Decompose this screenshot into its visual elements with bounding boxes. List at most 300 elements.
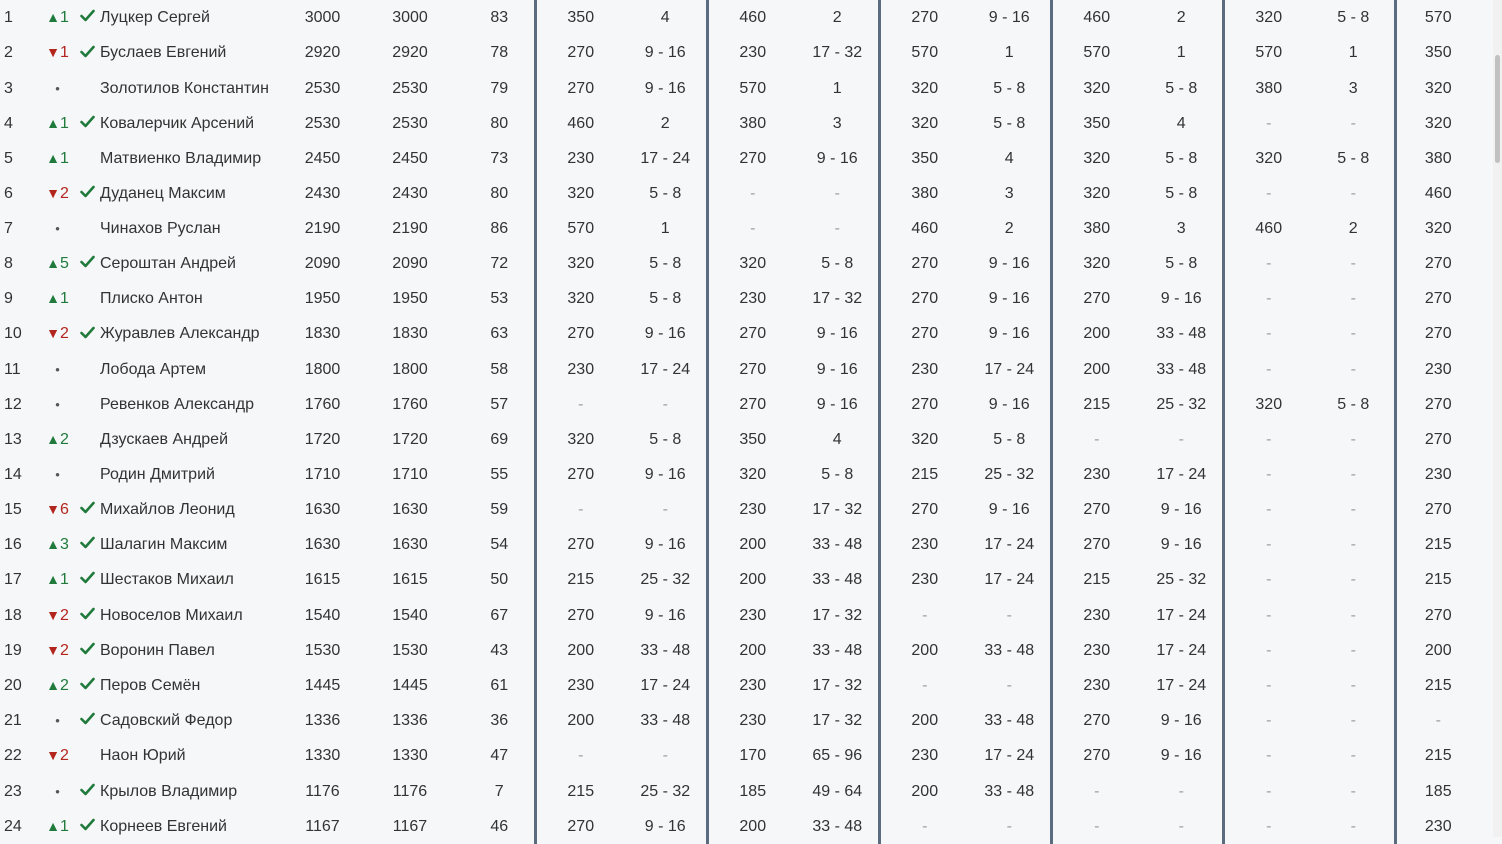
stage-points: - <box>1223 246 1313 281</box>
table-row <box>0 527 1480 562</box>
stage-points: 320 <box>707 457 797 492</box>
player-name[interactable]: Матвиенко Владимир <box>100 149 262 167</box>
stage-points: 230 <box>1395 809 1480 844</box>
stage-points: 570 <box>1395 0 1480 35</box>
table-row <box>0 773 1480 808</box>
stage-points: - <box>1223 703 1313 738</box>
stage-place: 9 - 16 <box>988 9 1030 27</box>
player-name[interactable]: Золотилов Константин <box>100 79 269 97</box>
rank-up-change <box>46 431 69 448</box>
stage-place: 17 - 32 <box>812 677 863 695</box>
player-name[interactable]: Наон Юрий <box>100 747 186 765</box>
stage-place: 5 - 8 <box>821 465 854 483</box>
stage-points: - <box>1051 422 1141 457</box>
rating-value: 2920 <box>304 44 341 62</box>
table-row <box>0 597 1480 632</box>
rank-position: 9 <box>4 290 13 308</box>
points-total: 1760 <box>392 395 428 413</box>
check-icon <box>80 598 95 633</box>
vertical-scrollbar[interactable] <box>1493 0 1502 837</box>
player-name[interactable]: Дзускаев Андрей <box>100 430 229 448</box>
rating-value: 1630 <box>304 535 341 553</box>
stage-place: 33 - 48 <box>984 782 1035 800</box>
points-total: 1800 <box>392 360 428 378</box>
rank-change <box>40 773 75 808</box>
player-name[interactable]: Ревенков Александр <box>100 395 254 413</box>
table-row <box>0 176 1480 211</box>
stage-points: - <box>1223 562 1313 597</box>
stage-points: 320 <box>1395 106 1480 141</box>
tournaments-count: 78 <box>490 44 509 62</box>
dot-icon: • <box>55 713 60 729</box>
stage-points: - <box>1223 352 1313 387</box>
player-name[interactable]: Чинахов Руслан <box>100 220 221 238</box>
rank-change-value: 2 <box>59 747 69 765</box>
player-name[interactable]: Луцкер Сергей <box>100 9 210 27</box>
verified-cell <box>75 492 100 527</box>
stage-place: - <box>1006 817 1012 835</box>
player-name[interactable]: Лобода Артем <box>100 360 207 378</box>
stage-place: 25 - 32 <box>984 465 1035 483</box>
stage-place: 25 - 32 <box>1156 395 1207 413</box>
tournaments-count: 54 <box>490 535 509 553</box>
verified-cell <box>75 246 100 281</box>
player-name[interactable]: Журавлев Александр <box>100 325 260 343</box>
dot-icon: • <box>55 466 60 482</box>
stage-place: 17 - 32 <box>812 44 863 62</box>
stage-points: 270 <box>535 597 625 632</box>
triangle-up-icon: ▲ <box>46 9 60 26</box>
rank-change <box>40 352 75 387</box>
rank-down-change <box>46 325 69 342</box>
stage-place: 2 <box>1004 220 1014 238</box>
stage-points: 270 <box>1051 492 1141 527</box>
table-row <box>0 352 1480 387</box>
triangle-up-icon: ▲ <box>46 677 60 694</box>
points-total: 1336 <box>392 712 428 730</box>
stage-place: 9 - 16 <box>1160 747 1202 765</box>
points-total: 3000 <box>392 9 428 27</box>
table-row <box>0 71 1480 106</box>
stage-place: 5 - 8 <box>993 430 1026 448</box>
stage-points: 270 <box>1051 703 1141 738</box>
stage-points: 350 <box>879 141 969 176</box>
rank-position: 13 <box>4 430 22 448</box>
points-total: 2090 <box>392 255 428 273</box>
stage-points: 270 <box>879 387 969 422</box>
rank-position: 4 <box>4 114 13 132</box>
stage-points: 215 <box>1395 527 1480 562</box>
rating-value: 1630 <box>304 500 341 518</box>
dot-icon: • <box>55 361 60 377</box>
points-total: 1630 <box>392 500 428 518</box>
check-icon <box>80 562 95 597</box>
stage-place: 9 - 16 <box>988 395 1030 413</box>
tournaments-count: 61 <box>490 677 509 695</box>
stage-place: 3 <box>1348 79 1358 97</box>
rank-change-value: 1 <box>59 9 69 27</box>
stage-place: 1 <box>660 220 670 238</box>
stage-place: 3 <box>832 114 842 132</box>
points-total: 1445 <box>392 677 428 695</box>
stage-place: - <box>834 184 840 202</box>
rank-change <box>40 457 75 492</box>
rank-change <box>40 422 75 457</box>
tournaments-count: 47 <box>490 747 509 765</box>
rank-position: 19 <box>4 641 22 659</box>
player-name[interactable]: Крылов Владимир <box>100 782 238 800</box>
verified-cell <box>75 211 100 246</box>
rank-up-change <box>46 290 69 307</box>
stage-points: 270 <box>1395 597 1480 632</box>
rating-value: 1167 <box>305 817 340 835</box>
rank-position: 2 <box>4 44 13 62</box>
stage-place: 25 - 32 <box>1156 571 1207 589</box>
stage-place: 17 - 24 <box>1156 465 1207 483</box>
tournaments-count: 57 <box>490 395 509 413</box>
verified-cell <box>75 141 100 176</box>
stage-place: 2 <box>1348 220 1358 238</box>
stage-points: 230 <box>707 281 797 316</box>
stage-place: 5 - 8 <box>1337 149 1370 167</box>
verified-cell <box>75 71 100 106</box>
stage-points: - <box>879 809 969 844</box>
rank-position: 18 <box>4 606 22 624</box>
tournaments-count: 55 <box>490 465 509 483</box>
stage-place: 5 - 8 <box>649 290 682 308</box>
rank-position: 12 <box>4 395 22 413</box>
stage-place: 1 <box>1348 44 1358 62</box>
stage-points: 270 <box>707 141 797 176</box>
rank-position: 22 <box>4 747 22 765</box>
stage-points: 380 <box>879 176 969 211</box>
stage-place: 33 - 48 <box>812 641 863 659</box>
player-name[interactable]: Новоселов Михаил <box>100 606 243 624</box>
stage-place: 33 - 48 <box>640 641 691 659</box>
stage-place: 3 <box>1176 220 1186 238</box>
stage-place: 17 - 24 <box>1156 641 1207 659</box>
rank-change <box>40 527 75 562</box>
triangle-up-icon: ▲ <box>46 290 60 307</box>
stage-points: 270 <box>879 281 969 316</box>
stage-points: 320 <box>1223 0 1313 35</box>
player-name[interactable]: Дуданец Максим <box>100 184 226 202</box>
stage-place: 5 - 8 <box>1165 79 1198 97</box>
rank-position: 15 <box>4 500 22 518</box>
stage-points: 270 <box>879 316 969 351</box>
stage-points: 350 <box>707 422 797 457</box>
stage-points: 200 <box>879 633 969 668</box>
verified-cell <box>75 527 100 562</box>
rating-value: 1830 <box>304 325 341 343</box>
tournaments-count: 72 <box>490 255 509 273</box>
stage-points: 230 <box>1051 597 1141 632</box>
stage-points: - <box>707 211 797 246</box>
stage-points: 320 <box>535 176 625 211</box>
player-name[interactable]: Воронин Павел <box>100 641 215 659</box>
rank-position: 11 <box>4 360 21 378</box>
stage-place: 4 <box>832 430 842 448</box>
rank-change <box>40 387 75 422</box>
stage-points: - <box>1223 106 1313 141</box>
stage-points: 230 <box>879 352 969 387</box>
stage-place: - <box>1350 255 1356 273</box>
stage-place: - <box>834 220 840 238</box>
rank-up-change <box>46 115 69 132</box>
stage-points: 200 <box>535 703 625 738</box>
stage-points: 270 <box>535 457 625 492</box>
stage-points: 270 <box>535 71 625 106</box>
rank-change-value: 2 <box>59 184 69 202</box>
stage-points: 200 <box>1051 352 1141 387</box>
stage-points: 270 <box>1395 422 1480 457</box>
rank-change-value: 1 <box>59 290 69 308</box>
table-row <box>0 106 1480 141</box>
verified-cell <box>75 668 100 703</box>
rating-value: 1720 <box>304 430 341 448</box>
check-icon <box>80 246 95 281</box>
rank-change-value: 6 <box>59 500 69 518</box>
stage-points: - <box>535 738 625 773</box>
rank-change <box>40 809 75 844</box>
player-name[interactable]: Михайлов Леонид <box>100 500 235 518</box>
stage-points: - <box>1223 492 1313 527</box>
stage-place: 17 - 32 <box>812 500 863 518</box>
stage-place: - <box>1350 782 1356 800</box>
table-row <box>0 492 1480 527</box>
rating-value: 3000 <box>304 9 341 27</box>
rank-change <box>40 316 75 351</box>
stage-points: 460 <box>707 0 797 35</box>
rank-position: 10 <box>4 325 22 343</box>
stage-points: 230 <box>1395 352 1480 387</box>
stage-points: 185 <box>1395 773 1480 808</box>
verified-cell <box>75 457 100 492</box>
verified-cell <box>75 0 100 35</box>
stage-points: 270 <box>1051 738 1141 773</box>
stage-points: - <box>1223 773 1313 808</box>
stage-points: - <box>1223 597 1313 632</box>
rank-change <box>40 35 75 70</box>
rating-value: 2450 <box>304 149 341 167</box>
rating-value: 2530 <box>304 79 341 97</box>
stage-place: 17 - 24 <box>640 360 691 378</box>
stage-place: 33 - 48 <box>1156 325 1207 343</box>
table-row <box>0 211 1480 246</box>
tournaments-count: 80 <box>490 184 509 202</box>
stage-points: 270 <box>1395 387 1480 422</box>
points-total: 1615 <box>392 571 428 589</box>
rating-value: 1760 <box>304 395 341 413</box>
stage-points: 320 <box>535 281 625 316</box>
stage-points: 185 <box>707 773 797 808</box>
rank-position: 14 <box>4 465 22 483</box>
stage-place: 9 - 16 <box>1160 500 1202 518</box>
tournaments-count: 73 <box>490 149 509 167</box>
stage-points: 230 <box>879 562 969 597</box>
rank-up-change <box>46 677 69 694</box>
rating-value: 2090 <box>304 255 341 273</box>
stage-place: - <box>1350 500 1356 518</box>
check-icon <box>80 106 95 141</box>
stage-place: 65 - 96 <box>812 747 863 765</box>
tournaments-count: 80 <box>490 114 509 132</box>
triangle-down-icon: ▼ <box>46 747 60 764</box>
rank-position: 7 <box>4 220 13 238</box>
verified-cell <box>75 387 100 422</box>
stage-points: 320 <box>535 246 625 281</box>
stage-points: - <box>1395 703 1480 738</box>
rating-value: 1615 <box>304 571 341 589</box>
stage-points: 200 <box>879 773 969 808</box>
stage-points: 230 <box>1051 668 1141 703</box>
rank-position: 17 <box>4 571 22 589</box>
player-name[interactable]: Перов Семён <box>100 677 201 695</box>
stage-place: 17 - 24 <box>984 571 1035 589</box>
stage-points: 320 <box>1395 71 1480 106</box>
stage-place: - <box>1350 677 1356 695</box>
tournaments-count: 46 <box>490 817 509 835</box>
verified-cell <box>75 633 100 668</box>
points-total: 2430 <box>392 184 428 202</box>
player-name[interactable]: Шалагин Максим <box>100 535 228 553</box>
rank-up-change <box>46 536 69 553</box>
stage-place: 5 - 8 <box>993 114 1026 132</box>
stage-place: - <box>662 395 668 413</box>
stage-place: - <box>1350 360 1356 378</box>
stage-points: 460 <box>1395 176 1480 211</box>
stage-place: 9 - 16 <box>816 360 858 378</box>
rank-change-value: 1 <box>59 571 69 589</box>
stage-place: - <box>1350 747 1356 765</box>
tournaments-count: 43 <box>490 641 509 659</box>
stage-place: 1 <box>832 79 842 97</box>
stage-place: - <box>1350 712 1356 730</box>
stage-points: 320 <box>535 422 625 457</box>
stage-place: 4 <box>1176 114 1186 132</box>
stage-points: 270 <box>535 35 625 70</box>
rank-change <box>40 668 75 703</box>
stage-place: 25 - 32 <box>640 571 691 589</box>
stage-place: 9 - 16 <box>988 290 1030 308</box>
stage-place: 9 - 16 <box>644 817 686 835</box>
points-total: 1710 <box>392 465 428 483</box>
stage-points: 270 <box>535 527 625 562</box>
rating-value: 2530 <box>304 114 341 132</box>
tournaments-count: 50 <box>490 571 509 589</box>
player-name[interactable]: Садовский Федор <box>100 712 233 730</box>
rank-change <box>40 492 75 527</box>
stage-points: 270 <box>879 0 969 35</box>
points-total: 1720 <box>392 430 428 448</box>
rank-change-value: 2 <box>59 430 69 448</box>
rating-value: 1710 <box>304 465 341 483</box>
tournaments-count: 7 <box>494 782 504 800</box>
stage-place: 5 - 8 <box>1165 149 1198 167</box>
stage-points: - <box>1223 457 1313 492</box>
stage-place: 17 - 24 <box>984 747 1035 765</box>
stage-points: 570 <box>1223 35 1313 70</box>
tournaments-count: 69 <box>490 430 509 448</box>
stage-place: 5 - 8 <box>649 430 682 448</box>
stage-place: 17 - 24 <box>1156 606 1207 624</box>
table-row <box>0 668 1480 703</box>
table-row <box>0 281 1480 316</box>
stage-place: - <box>1350 325 1356 343</box>
stage-points: 270 <box>1051 527 1141 562</box>
stage-place: - <box>1178 782 1184 800</box>
stage-points: - <box>1223 668 1313 703</box>
stage-place: 17 - 32 <box>812 712 863 730</box>
stage-place: 25 - 32 <box>640 782 691 800</box>
stage-points: 460 <box>1223 211 1313 246</box>
triangle-up-icon: ▲ <box>46 535 60 552</box>
player-name[interactable]: Корнеев Евгений <box>100 817 227 835</box>
stage-points: 570 <box>707 71 797 106</box>
player-name[interactable]: Сероштан Андрей <box>100 255 236 273</box>
triangle-up-icon: ▲ <box>46 149 60 166</box>
verified-cell <box>75 597 100 632</box>
rank-up-change <box>46 571 69 588</box>
player-name[interactable]: Родин Дмитрий <box>100 465 215 483</box>
rank-change <box>40 738 75 773</box>
scrollbar-thumb[interactable] <box>1495 55 1500 163</box>
player-name[interactable]: Буслаев Евгений <box>100 44 227 62</box>
stage-points: - <box>1223 809 1313 844</box>
table-row <box>0 422 1480 457</box>
stage-place: - <box>662 747 668 765</box>
triangle-up-icon: ▲ <box>46 114 60 131</box>
table-row <box>0 738 1480 773</box>
stage-points: 320 <box>1051 246 1141 281</box>
stage-points: 215 <box>879 457 969 492</box>
points-total: 1530 <box>392 641 428 659</box>
stage-place: 5 - 8 <box>821 255 854 273</box>
rating-value: 1445 <box>304 677 341 695</box>
stage-points: 230 <box>535 141 625 176</box>
stage-points: 270 <box>879 492 969 527</box>
stage-points: 350 <box>1051 106 1141 141</box>
rank-change <box>40 211 75 246</box>
stage-points: 460 <box>879 211 969 246</box>
stage-points: 230 <box>535 668 625 703</box>
player-name[interactable]: Шестаков Михаил <box>100 571 234 589</box>
rank-position: 8 <box>4 255 13 273</box>
rating-value: 2430 <box>304 184 341 202</box>
verified-cell <box>75 703 100 738</box>
dot-icon: • <box>55 396 60 412</box>
tournaments-count: 53 <box>490 290 509 308</box>
stage-points: 230 <box>707 597 797 632</box>
rank-down-change <box>46 747 69 764</box>
verified-cell <box>75 316 100 351</box>
table-row <box>0 633 1480 668</box>
triangle-down-icon: ▼ <box>46 184 60 201</box>
points-total: 1330 <box>392 747 428 765</box>
verified-cell <box>75 562 100 597</box>
player-name[interactable]: Плиско Антон <box>100 290 203 308</box>
stage-points: 570 <box>1051 35 1141 70</box>
stage-points: 215 <box>1051 387 1141 422</box>
rank-position: 1 <box>4 9 13 27</box>
rank-up-change <box>46 818 69 835</box>
stage-place: - <box>1006 677 1012 695</box>
player-name[interactable]: Ковалерчик Арсений <box>100 114 255 132</box>
check-icon <box>80 703 95 738</box>
verified-cell <box>75 773 100 808</box>
rank-position: 24 <box>4 817 22 835</box>
stage-points: 320 <box>1223 387 1313 422</box>
